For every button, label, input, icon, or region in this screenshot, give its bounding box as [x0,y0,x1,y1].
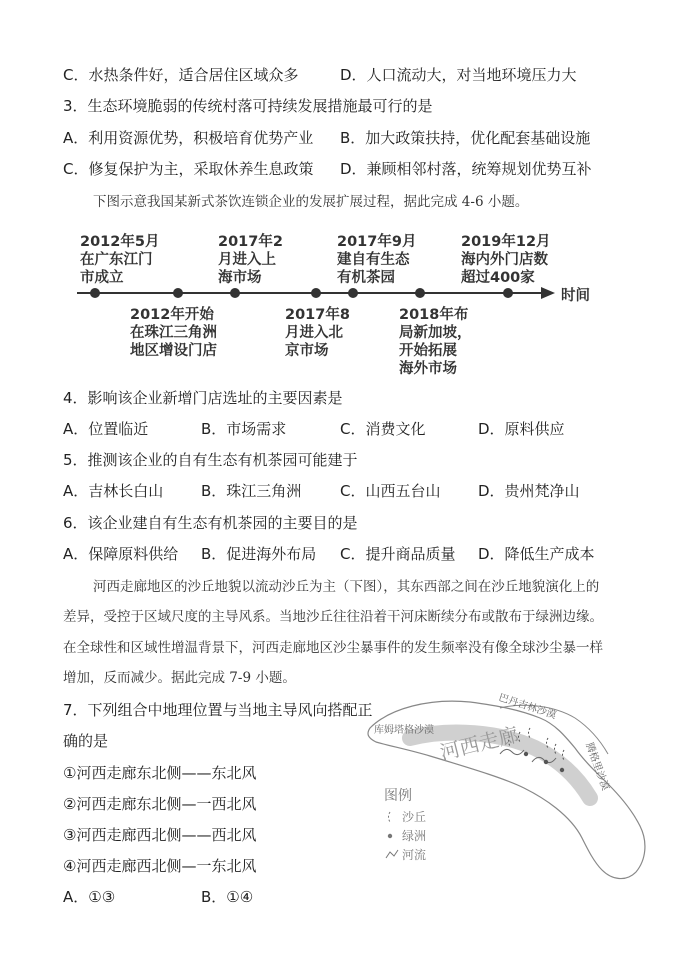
oasis-icon [524,752,528,756]
q7-option-a: A．①③ [63,888,116,906]
oasis-icon [560,768,564,772]
legend-river-label: 河流 [402,848,427,862]
timeline-dot [90,288,100,298]
event-2017-08: 2017年8 月进入北 京市场 [285,307,350,359]
q6-stem: 6．该企业建自有生态有机茶园的主要目的是 [63,514,358,532]
q3-option-c: C．修复保护为主，采取休养生息政策 [63,160,314,178]
oasis-icon [544,760,548,764]
intro-7-9-line3: 在全球性和区域性增温背景下，河西走廊地区沙尘暴事件的发生频率没有像全球沙尘暴一样 [63,640,603,656]
timeline-arrow-icon [541,287,555,299]
q7-item-2: ②河西走廊东北侧—一西北风 [63,795,257,813]
event-2017-02: 2017年2 月进入上 海市场 [218,234,283,286]
desert-label-north: 巴丹吉林沙漠 [497,692,558,722]
intro-7-9-line1: 河西走廊地区的沙丘地貌以流动沙丘为主（下图），其东西部之间在沙丘地貌演化上的 [93,579,600,595]
q6-option-b: B．促进海外布局 [201,545,317,563]
legend-oasis-label: 绿洲 [402,829,427,843]
timeline-dot [348,288,358,298]
timeline-dot [173,288,183,298]
hexi-corridor-map [350,688,670,888]
intro-7-9-line4: 增加，反而减少。据此完成 7-9 小题。 [63,670,296,686]
q2-option-c: C．水热条件好，适合居住区域众多 [63,66,299,84]
q4-option-d: D．原料供应 [478,420,565,438]
q5-option-d: D．贵州梵净山 [478,482,580,500]
timeline-dot [230,288,240,298]
q2-option-d: D．人口流动大，对当地环境压力大 [340,66,577,84]
q3-option-b: B．加大政策扶持，优化配套基础设施 [340,129,591,147]
legend-oasis-icon [388,834,392,838]
event-2018: 2018年布 局新加坡， 开始拓展 海外市场 [399,307,472,377]
event-2019-12: 2019年12月 海内外门店数 超过400家 [461,234,551,286]
q7-stem-line1: 7．下列组合中地理位置与当地主导风向搭配正 [63,701,373,719]
timeline-dot [311,288,321,298]
q7-item-4: ④河西走廊西北侧—一东北风 [63,857,257,875]
legend-dune-label: 沙丘 [402,810,427,824]
event-2012-start: 2012年开始 在珠江三角洲 地区增设门店 [130,307,217,359]
timeline-dot [503,288,513,298]
q5-option-c: C．山西五台山 [340,482,441,500]
legend-dune-icon [389,812,391,822]
timeline-axis-label: 时间 [561,288,590,304]
q6-option-c: C．提升商品质量 [340,545,456,563]
q7-item-3: ③河西走廊西北侧——西北风 [63,826,257,844]
q6-option-a: A．保障原料供给 [63,545,179,563]
q6-option-d: D．降低生产成本 [478,545,595,563]
q3-stem: 3．生态环境脆弱的传统村落可持续发展措施最可行的是 [63,97,433,115]
event-2017-09: 2017年9月 建自有生态 有机茶园 [337,234,417,286]
q4-option-c: C．消费文化 [340,420,426,438]
timeline-axis [77,292,541,294]
legend-river-icon [386,850,398,858]
corridor-label: 河西走廊 [437,722,521,765]
q5-stem: 5．推测该企业的自有生态有机茶园可能建于 [63,451,358,469]
desert-label-east: 腾格里沙漠 [583,741,611,793]
q4-stem: 4．影响该企业新增门店选址的主要因素是 [63,389,343,407]
event-2012-05: 2012年5月 在广东江门 市成立 [80,234,160,286]
q5-option-b: B．珠江三角洲 [201,482,302,500]
desert-label-west: 库姆塔格沙漠 [374,725,434,736]
q7-stem-line2: 确的是 [63,732,109,750]
q7-option-b: B．①④ [201,888,254,906]
q7-item-1: ①河西走廊东北侧——东北风 [63,764,257,782]
dune-icon [547,738,549,748]
q3-option-a: A．利用资源优势，积极培育优势产业 [63,129,314,147]
q5-option-a: A．吉林长白山 [63,482,164,500]
dune-icon [529,728,531,738]
q3-option-d: D．兼顾相邻村落，统筹规划优势互补 [340,160,592,178]
intro-4-6: 下图示意我国某新式茶饮连锁企业的发展扩展过程，据此完成 4-6 小题。 [93,194,529,210]
timeline-dot [415,288,425,298]
intro-7-9-line2: 差异，受控于区域尺度的主导风系。当地沙丘往往沿着干河床断续分布或散布于绿洲边缘。 [63,609,603,625]
legend-title: 图例 [384,788,412,804]
dune-icon [555,744,557,754]
q4-option-b: B．市场需求 [201,420,287,438]
dune-icon [563,750,565,760]
q4-option-a: A．位置临近 [63,420,149,438]
